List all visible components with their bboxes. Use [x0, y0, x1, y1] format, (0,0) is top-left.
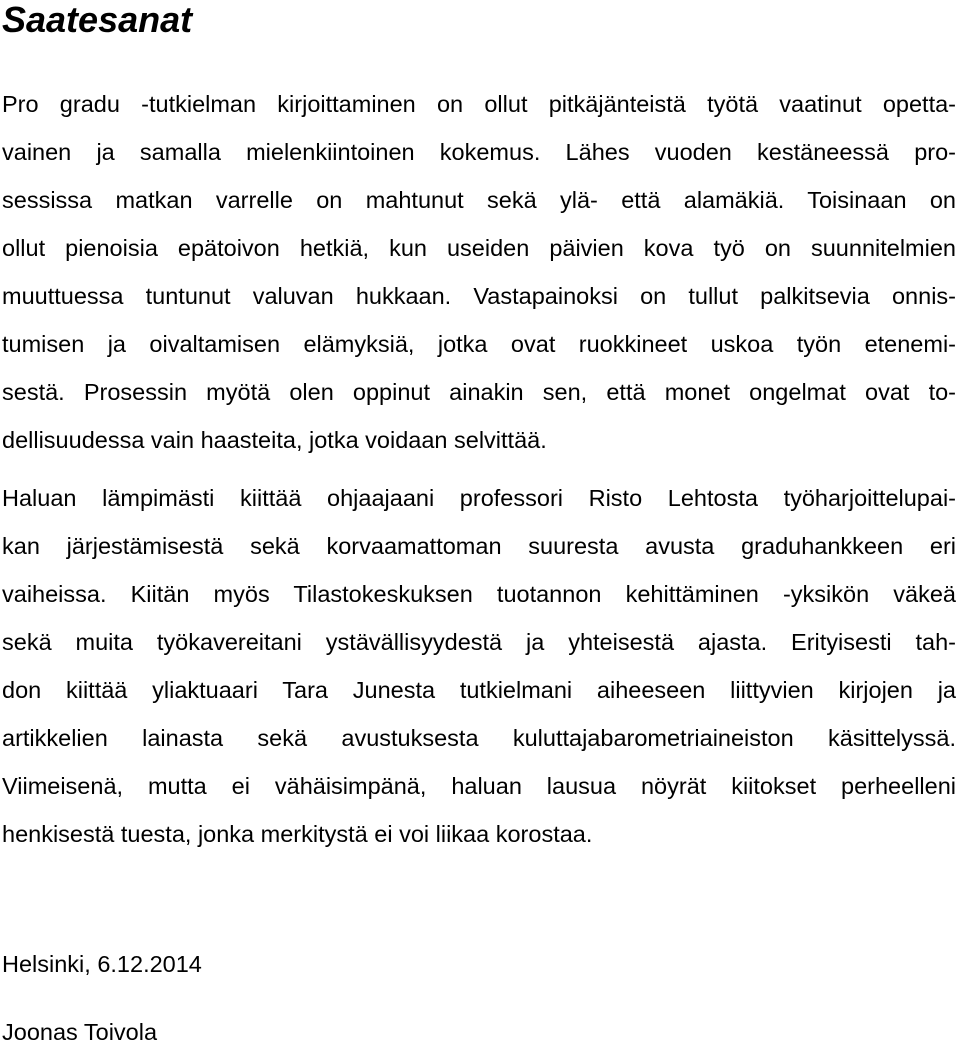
paragraph-line: Pro gradu -tutkielman kirjoittaminen on ollut pitkäjänteistä työtä vaatinut opetta- [2, 91, 956, 117]
paragraph-line: vaiheissa. Kiitän myös Tilastokeskuksen tuotannon kehittäminen -yksikön väkeä [2, 581, 956, 607]
paragraph-line: muuttuessa tuntunut valuvan hukkaan. Vastapainoksi on tullut palkitsevia onnis- [2, 283, 956, 309]
paragraph-line: tumisen ja oivaltamisen elämyksiä, jotka ovat ruokkineet uskoa työn etenemi- [2, 331, 956, 357]
paragraph-line: Haluan lämpimästi kiittää ohjaajaani professori Risto Lehtosta työharjoittelupai- [2, 485, 956, 511]
paragraph-acknowledgements [2, 474, 956, 858]
place-and-date: Helsinki, 6.12.2014 [2, 951, 202, 977]
paragraph-intro [2, 80, 956, 464]
paragraph-line: vainen ja samalla mielenkiintoinen kokemus. Lähes vuoden kestäneessä pro- [2, 139, 956, 165]
paragraph-line: sessissa matkan varrelle on mahtunut sekä ylä- että alamäkiä. Toisinaan on [2, 187, 956, 213]
paragraph-line: don kiittää yliaktuaari Tara Junesta tutkielmani aiheeseen liittyvien kirjojen ja [2, 677, 956, 703]
paragraph-line: ollut pienoisia epätoivon hetkiä, kun useiden päivien kova työ on suunnitelmien [2, 235, 956, 261]
paragraph-line: henkisestä tuesta, jonka merkitystä ei voi liikaa korostaa. [2, 821, 593, 847]
paragraph-line: sekä muita työkavereitani ystävällisyydestä ja yhteisestä ajasta. Erityisesti tah- [2, 629, 956, 655]
paragraph-line: artikkelien lainasta sekä avustuksesta kuluttajabarometriaineiston käsittelyssä. [2, 725, 956, 751]
paragraph-line: Viimeisenä, mutta ei vähäisimpänä, haluan lausua nöyrät kiitokset perheelleni [2, 773, 956, 799]
author-name: Joonas Toivola [2, 1019, 158, 1045]
paragraph-line: dellisuudessa vain haasteita, jotka voidaan selvittää. [2, 427, 547, 453]
paragraph-line: sestä. Prosessin myötä olen oppinut ainakin sen, että monet ongelmat ovat to- [2, 379, 956, 405]
paragraph-line: kan järjestämisestä sekä korvaamattoman suuresta avusta graduhankkeen eri [2, 533, 956, 559]
page-title: Saatesanat [2, 0, 193, 40]
